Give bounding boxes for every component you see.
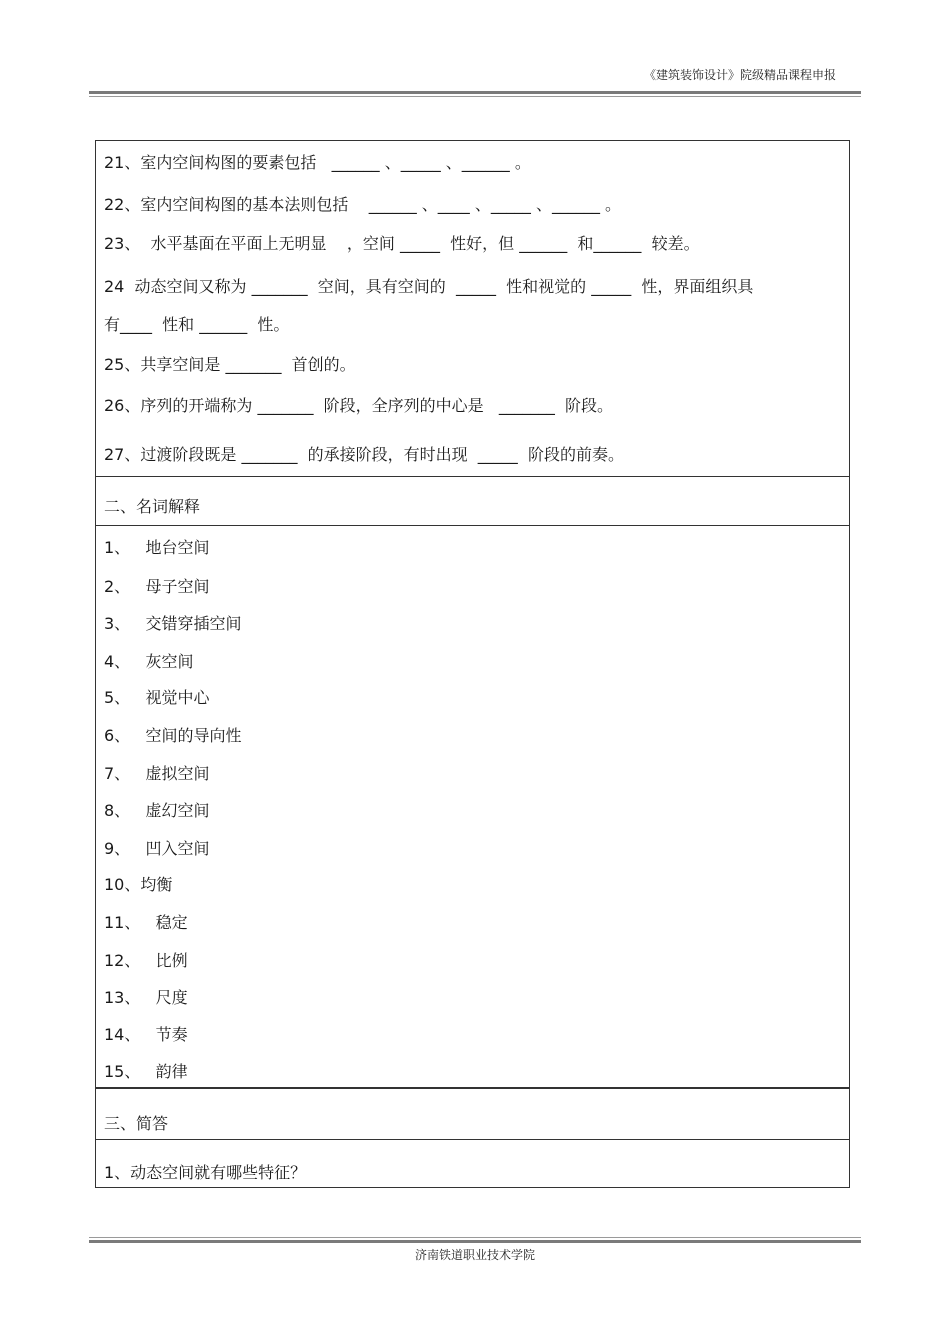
list-item: 8、 虚幻空间 (104, 801, 210, 820)
list-item: 12、 比例 (104, 951, 188, 970)
list-item: 3、 交错穿插空间 (104, 614, 242, 633)
divider (96, 525, 849, 526)
question-25: 25、共享空间是 _______ 首创的。 (104, 355, 356, 374)
list-item: 11、 稳定 (104, 913, 188, 932)
list-item: 4、 灰空间 (104, 652, 194, 671)
footer-rule (89, 1237, 861, 1243)
question-24-line1: 24 动态空间又称为 _______ 空间，具有空间的 _____ 性和视觉的 _____ 性，界面组织具 (104, 277, 754, 296)
question-26: 26、序列的开端称为 _______ 阶段，全序列的中心是 _______ 阶段。 (104, 396, 614, 415)
footer-institution: 济南铁道职业技术学院 (414, 1248, 535, 1262)
divider (96, 476, 849, 477)
question-27: 27、过渡阶段既是 _______ 的承接阶段，有时出现 _____ 阶段的前奏。 (104, 445, 624, 464)
section-title-definitions: 二、名词解释 (104, 497, 201, 516)
header-rule (89, 91, 861, 97)
list-item: 7、 虚拟空间 (104, 764, 210, 783)
list-item: 10、均衡 (104, 875, 173, 894)
list-item: 5、 视觉中心 (104, 688, 210, 707)
question-table (95, 140, 850, 1188)
question-22: 22、室内空间构图的基本法则包括 ______ 、____ 、_____ 、______ 。 (104, 195, 622, 214)
short-answer-question-1: 1、动态空间就有哪些特征？ (104, 1163, 307, 1182)
list-item: 13、 尺度 (104, 988, 188, 1007)
list-item: 14、 节奏 (104, 1025, 188, 1044)
list-item: 2、 母子空间 (104, 577, 210, 596)
section-title-short-answer: 三、简答 (104, 1114, 169, 1133)
list-item: 9、 凹入空间 (104, 839, 210, 858)
list-item: 6、 空间的导向性 (104, 726, 242, 745)
divider (96, 1087, 849, 1089)
question-23: 23、 水平基面在平面上无明显 ，空间 _____ 性好，但 ______ 和______ 较差。 (104, 234, 700, 253)
question-24-line2: 有____ 性和 ______ 性。 (104, 315, 290, 334)
divider (96, 1139, 849, 1140)
list-item: 1、 地台空间 (104, 538, 210, 557)
header-title: 《建筑装饰设计》院级精品课程申报 (643, 68, 836, 82)
question-21: 21、室内空间构图的要素包括 ______ 、_____ 、______ 。 (104, 153, 531, 172)
list-item: 15、 韵律 (104, 1062, 188, 1081)
